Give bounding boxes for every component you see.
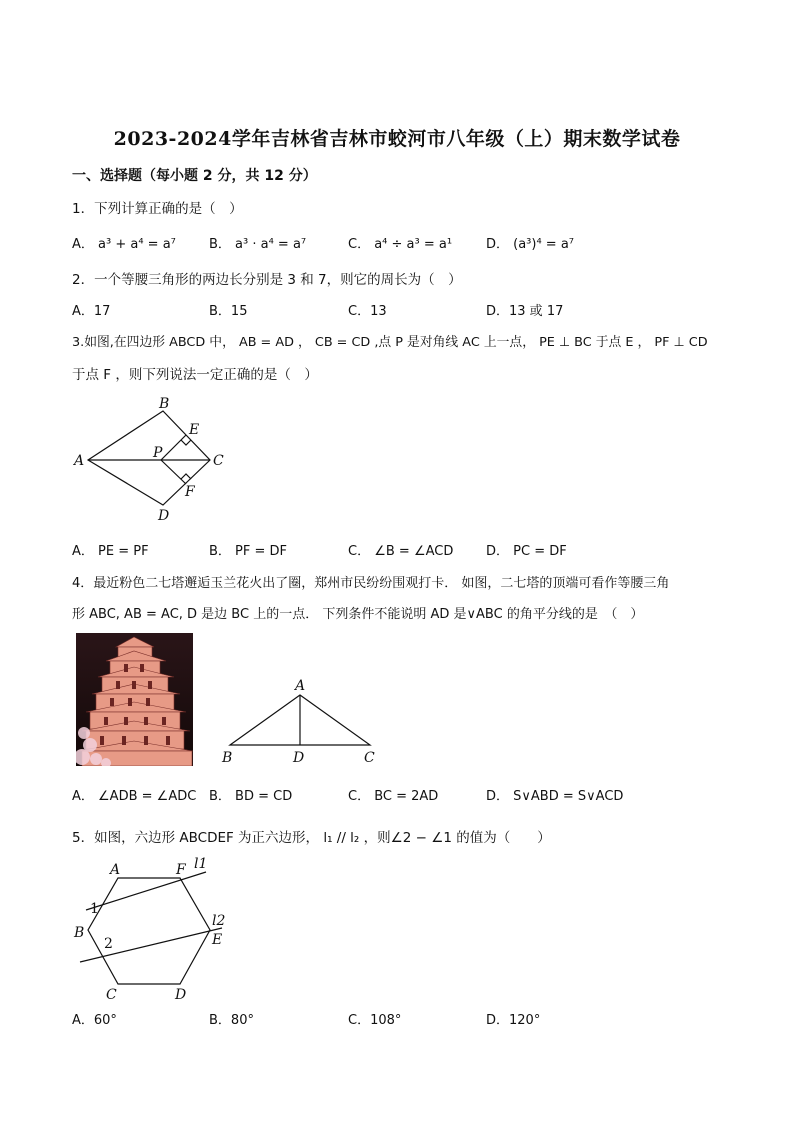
question-3-option-d: D． PC = DF [486, 544, 567, 559]
question-1-option-a: A． a³ + a⁴ = a⁷ [72, 237, 176, 252]
question-4-option-d: D． S∨ABD = S∨ACD [486, 789, 624, 804]
label-e: E [189, 422, 200, 438]
label-b: B [222, 750, 233, 766]
section-heading: 一、选择题（每小题 2 分，共 12 分） [72, 168, 317, 184]
question-1-option-b: B． a³ · a⁴ = a⁷ [209, 237, 307, 252]
label-f: F [176, 862, 186, 878]
label-c: C [106, 987, 117, 1003]
question-2-option-c: C．13 [348, 304, 387, 319]
page-title: 2023-2024学年吉林省吉林市蛟河市八年级（上）期末数学试卷 [113, 128, 681, 150]
label-c: C [213, 453, 224, 469]
label-angle-2: 2 [104, 936, 113, 952]
label-angle-1: 1 [90, 901, 99, 917]
question-3-option-b: B． PF = DF [209, 544, 288, 559]
question-4-stem-line1: 4．最近粉色二七塔邂逅玉兰花火出了圈，郑州市民纷纷围观打卡． 如图，二七塔的顶端可看作等腰三角 [72, 576, 670, 591]
label-a: A [74, 453, 85, 469]
label-b: B [74, 925, 85, 941]
right-angle-mark-e [181, 440, 191, 445]
question-4-stem-line2: 形 ABC, AB = AC, D 是边 BC 上的一点． 下列条件不能说明 AD 是∨ABC 的角平分线的是 （ ） [72, 607, 644, 622]
question-3-figure [68, 393, 238, 525]
question-3-stem-line2: 于点 F ，则下列说法一定正确的是（ ） [72, 367, 318, 383]
label-e: E [212, 932, 223, 948]
question-4-option-c: C． BC = 2AD [348, 789, 439, 804]
label-p: P [153, 445, 163, 461]
question-5-figure [68, 852, 238, 1004]
line-l2 [80, 928, 222, 962]
question-3-stem-line1: 3.如图,在四边形 ABCD 中， AB = AD ， CB = CD ,点 P 是对角线 AC 上一点， PE ⊥ BC 于点 E ， PF ⊥ CD [72, 335, 708, 350]
label-l2: l2 [212, 913, 226, 929]
segment-pf [161, 460, 186, 484]
label-c: C [364, 750, 375, 766]
question-5-option-b: B．80° [209, 1013, 254, 1028]
question-1-option-d: D． (a³)⁴ = a⁷ [486, 237, 575, 252]
question-4-option-b: B． BD = CD [209, 789, 293, 804]
question-2-option-b: B．15 [209, 304, 248, 319]
label-a: A [295, 678, 306, 694]
question-5-option-a: A．60° [72, 1013, 117, 1028]
label-a: A [110, 862, 121, 878]
question-4-figure [218, 676, 382, 768]
question-2-stem: 2．一个等腰三角形的两边长分别是 3 和 7，则它的周长为（ ） [72, 272, 462, 288]
question-5-option-d: D．120° [486, 1013, 541, 1028]
hexagon-abcdef [88, 878, 210, 984]
question-3-option-a: A． PE = PF [72, 544, 149, 559]
right-angle-mark-f [181, 474, 191, 479]
pagoda-photo [76, 633, 193, 766]
segment-pe [161, 435, 186, 460]
label-b: B [159, 396, 170, 412]
question-1-option-c: C． a⁴ ÷ a³ = a¹ [348, 237, 453, 252]
question-5-option-c: C．108° [348, 1013, 402, 1028]
question-2-option-d: D．13 或 17 [486, 304, 564, 319]
label-f: F [185, 484, 195, 500]
label-d: D [175, 987, 187, 1003]
question-3-option-c: C． ∠B = ∠ACD [348, 544, 454, 559]
label-d: D [293, 750, 305, 766]
label-d: D [158, 508, 170, 524]
question-4-option-a: A． ∠ADB = ∠ADC [72, 789, 197, 804]
label-l1: l1 [194, 856, 208, 872]
question-2-option-a: A．17 [72, 304, 111, 319]
question-5-stem: 5．如图，六边形 ABCDEF 为正六边形， l₁ // l₂ ，则∠2 − ∠1 的值为（ ） [72, 830, 551, 846]
question-1-stem: 1．下列计算正确的是（ ） [72, 201, 243, 217]
